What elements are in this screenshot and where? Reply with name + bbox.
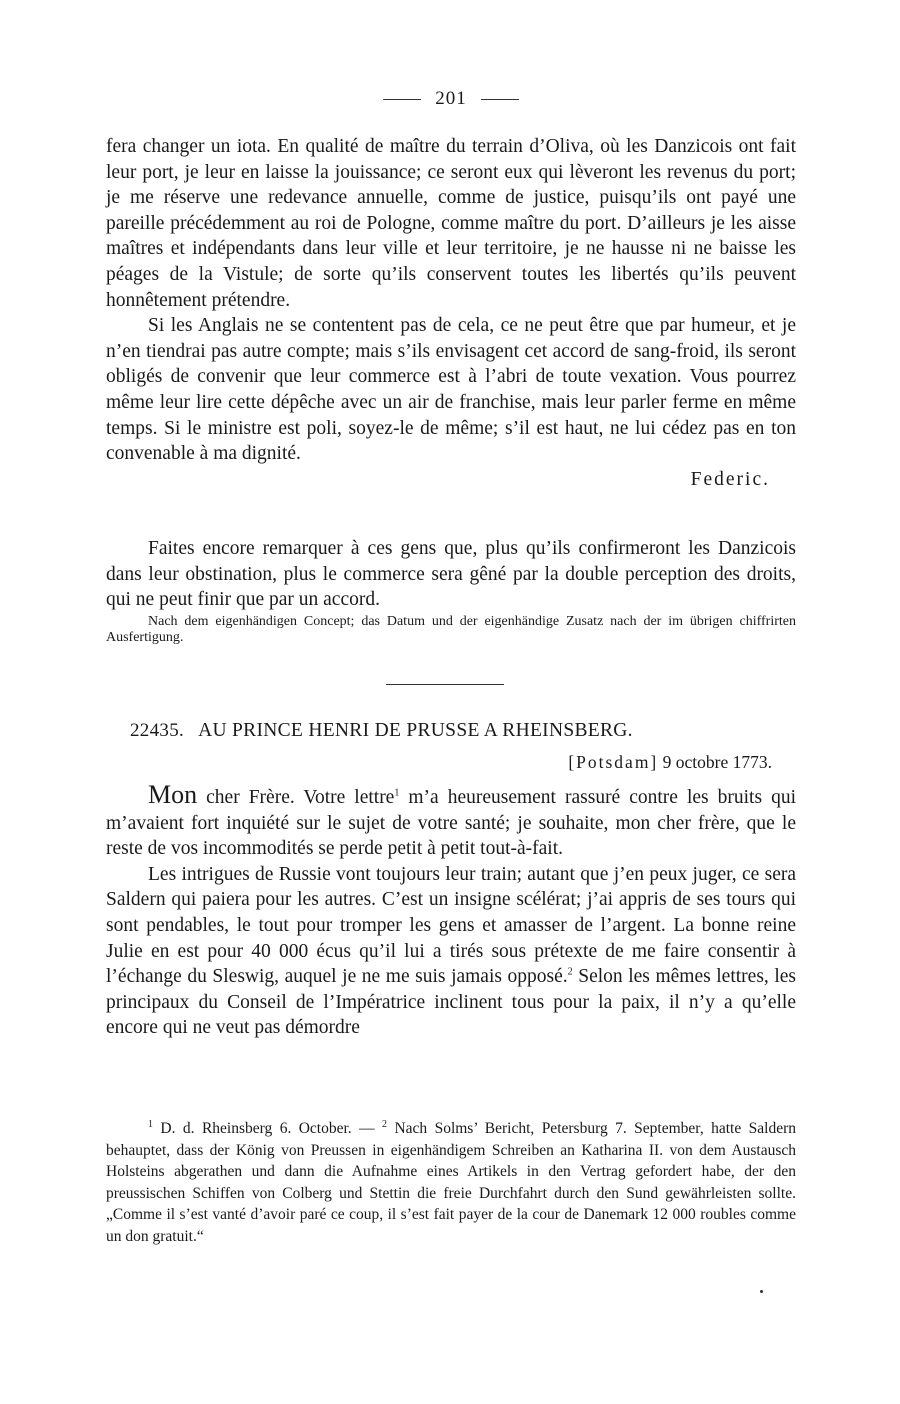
footnote-2: Nach Solms’ Bericht, Petersburg 7. September, hatte Saldern behauptet, dass der König von Preussen in eigenhändigem Schreiben an Katharina II. von dem Austausch Holsteins abgerathen und dann die Aufnahme eines Artikels in den Vertrag gefordert habe, der den preussischen Schiffen von Colberg und Stettin die freie Durchfahrt durch den Sund gewährleisten sollte. „Comme il s’est vanté d’avoir paré ce coup, il s’est fait payer de la cour de Danemark 12 000 roubles comme un don gratuit.“ [106, 1120, 797, 1245]
salutation: Mon [148, 780, 198, 809]
letter-number: 22435. [130, 720, 185, 741]
letter-two-heading [130, 720, 796, 742]
footnote-1: D. d. Rheinsberg 6. October. — [160, 1120, 375, 1137]
letter-two-paragraph-2 [106, 862, 796, 1041]
footnote-block [106, 1118, 796, 1247]
header-rule-left [383, 99, 421, 100]
letter-one-paragraph-1: fera changer un iota. En qualité de maître du terrain d’Oliva, où les Danzicois ont fait leur port, je leur en laisse la jouissance; ce seront eux qui lèveront les revenus du port; je me réserve une redevance annuelle, comme de justice, puisqu’ils ont payé une pareille précédemment au roi de Pologne, comme maître du port. D’ailleurs je les aisse maîtres et indépendants dans leur ville et leur territoire, je ne hausse ni ne baisse les péages de la Vistule; de sorte qu’ils conservent toutes les libertés qu’ils peuvent honnêtement prétendre. [106, 136, 796, 311]
letter-two-paragraph-2-start: Les intrigues de Russie vont toujours leur train; autant que j’en peux juger, ce sera Saldern qui paiera pour les autres. C’est un insigne scélérat; j’ai appris de ses tours qui sont pendables, le tout pour tromper les gens et amasser de l’argent. La bonne reine Julie en est pour 40 000 écus qu’il lui a tirés sous prétexte de me faire consentir à l’échange du Sleswig, auquel je ne me suis jamais opposé. [106, 863, 796, 988]
letter-title: AU PRINCE HENRI DE PRUSSE A RHEINSBERG. [198, 720, 633, 741]
letter-one-postscript-block [106, 536, 796, 613]
letter-two-paragraph-1-rest: m’a heureusement rassuré contre les bruits qui m’avaient fort inquiété sur le sujet de votre santé; je souhaite, mon cher frère, que le reste de vos incommodités se perde petit à petit tout-à-fait. [106, 787, 796, 860]
stray-mark [760, 1290, 763, 1293]
footnotes [106, 1118, 796, 1247]
letter-two-paragraph-2-rest: Selon les mêmes lettres, les principaux du Conseil de l’Impératrice inclinent tous pour la paix, il n’y a qu’elle encore qui ne veut pas démordre [106, 966, 797, 1039]
letter-one-body [106, 134, 796, 492]
section-divider [386, 684, 504, 685]
letter-one-signature: Federic. [690, 468, 770, 490]
footnote-2-marker: 2 [382, 1118, 388, 1130]
date-place: [Potsdam] [568, 752, 659, 772]
source-note-text: Nach dem eigenhändigen Concept; das Datum und der eigenhändige Zusatz nach der im übrigen chiffrirten Ausfertigung. [106, 614, 796, 645]
letter-two-paragraph-1 [106, 782, 796, 862]
letter-dateline [568, 752, 772, 773]
header-rule-right [481, 99, 519, 100]
page-number: 201 [435, 88, 467, 109]
letter-one-paragraph-2: Si les Anglais ne se contentent pas de cela, ce ne peut être que par humeur, et je n’en tiendrai pas autre compte; mais s’ils envisagent cet accord de sang-froid, ils seront obligés de convenir que leur commerce est à l’abri de toute vexation. Vous pourrez même leur lire cette dépêche avec un air de franchise, mais leur parler ferme en même temps. Si le ministre est poli, soyez-le de même; s’il est haut, ne lui cédez pas en ton convenable à ma dignité. [106, 315, 796, 465]
footnote-1-marker: 1 [148, 1118, 153, 1130]
letter-two-paragraph-1-start: cher Frère. Votre lettre [206, 787, 395, 808]
source-note [106, 614, 796, 646]
footnote-ref-2: 2 [567, 966, 573, 978]
footnote-ref-1: 1 [394, 787, 400, 799]
letter-one-postscript: Faites encore remarquer à ces gens que, plus qu’ils confirmeront les Danzicois dans leur obstination, plus le commerce sera gêné par la double perception des droits, qui ne peut finir que par un accord. [106, 538, 796, 611]
page-header [106, 88, 796, 110]
letter-two-body [106, 782, 796, 1041]
date: 9 octobre 1773. [662, 752, 772, 772]
